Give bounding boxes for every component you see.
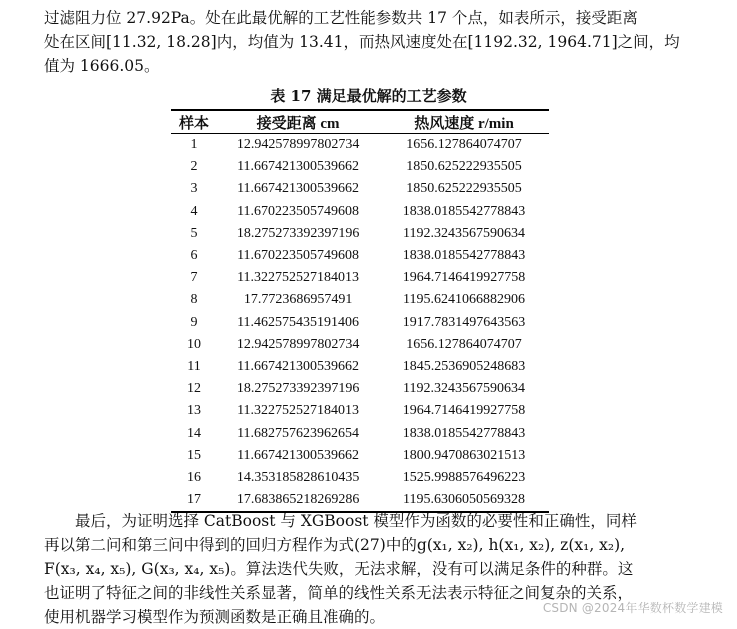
table-row	[171, 422, 549, 444]
cell-sample: 1	[190, 137, 198, 153]
cell-airspeed: 1656.127864074707	[406, 137, 522, 153]
table-row	[171, 467, 549, 489]
cell-distance: 18.275273392397196	[236, 381, 360, 397]
cell-sample: 8	[190, 292, 198, 308]
cell-airspeed: 1838.0185542778843	[402, 203, 526, 219]
cell-airspeed: 1964.7146419927758	[402, 270, 526, 286]
table-header-row	[171, 110, 549, 134]
conclusion-line: 再以第二问和第三问中得到的回归方程作为式(27)中的g(x₁, x₂), h(x₁, x₂), z(x₁, x₂),	[44, 536, 626, 554]
cell-airspeed: 1850.625222935505	[406, 159, 522, 175]
cell-sample: 10	[187, 336, 202, 352]
cell-distance: 12.942578997802734	[236, 336, 360, 352]
intro-line: 处在区间[11.32, 18.28]内，均值为 13.41，而热风速度处在[1192.32, 1964.71]之间，均	[44, 33, 680, 51]
cell-distance: 11.667421300539662	[237, 181, 360, 197]
cell-sample: 15	[187, 447, 202, 463]
cell-airspeed: 1838.0185542778843	[402, 248, 526, 264]
cell-airspeed: 1800.9470863021513	[402, 447, 526, 463]
cell-airspeed: 1917.7831497643563	[402, 314, 526, 330]
csdn-watermark: CSDN @2024年华数杯数学建模	[542, 601, 723, 615]
cell-distance: 14.353185828610435	[236, 469, 360, 485]
cell-distance: 18.275273392397196	[236, 225, 360, 241]
cell-sample: 14	[187, 425, 202, 441]
cell-distance: 17.683865218269286	[217, 489, 379, 512]
cell-airspeed: 1850.625222935505	[406, 181, 522, 197]
conclusion-line: F(x₃, x₄, x₅), G(x₃, x₄, x₅)。算法迭代失败，无法求解，没有可以满足条件的种群。这	[44, 560, 634, 578]
cell-airspeed: 1964.7146419927758	[402, 403, 526, 419]
cell-distance: 11.670223505749608	[237, 248, 360, 264]
cell-distance: 11.670223505749608	[237, 203, 360, 219]
table-caption: 表 17 满足最优解的工艺参数	[270, 87, 467, 105]
header-distance: 接受距离 cm	[217, 110, 379, 134]
intro-line: 值为 1666.05。	[44, 57, 160, 75]
table-row	[171, 400, 549, 422]
cell-airspeed: 1195.6241066882906	[403, 292, 526, 308]
table-row	[171, 156, 549, 178]
table-row	[171, 178, 549, 200]
cell-distance: 11.667421300539662	[237, 159, 360, 175]
cell-sample: 6	[190, 248, 198, 264]
cell-sample: 4	[190, 203, 198, 219]
cell-distance: 11.462575435191406	[237, 314, 360, 330]
cell-sample: 13	[187, 403, 202, 419]
cell-sample: 12	[187, 381, 202, 397]
table-row	[171, 378, 549, 400]
header-sample: 样本	[171, 110, 217, 134]
cell-sample: 9	[190, 314, 198, 330]
cell-airspeed: 1192.3243567590634	[403, 225, 526, 241]
cell-sample: 7	[190, 270, 198, 286]
table-row	[171, 289, 549, 311]
cell-sample: 16	[187, 469, 202, 485]
table-row	[171, 245, 549, 267]
conclusion-line: 也证明了特征之间的非线性关系显著，简单的线性关系无法表示特征之间复杂的关系，	[44, 584, 634, 602]
cell-airspeed: 1195.6306050569328	[379, 489, 549, 512]
table-row	[171, 445, 549, 467]
cell-distance: 11.322752527184013	[237, 403, 360, 419]
cell-distance: 11.322752527184013	[237, 270, 360, 286]
table-row	[171, 201, 549, 223]
cell-distance: 11.667421300539662	[237, 358, 360, 374]
cell-sample: 3	[190, 181, 198, 197]
cell-sample: 11	[187, 358, 201, 374]
table-row	[171, 356, 549, 378]
cell-airspeed: 1525.9988576496223	[402, 469, 526, 485]
cell-airspeed: 1838.0185542778843	[402, 425, 526, 441]
table-row	[171, 267, 549, 289]
cell-sample: 17	[171, 489, 217, 512]
parameters-table	[171, 109, 549, 513]
intro-line: 过滤阻力位 27.92Pa。处在此最优解的工艺性能参数共 17 个点，如表所示，接受距离	[44, 9, 638, 27]
conclusion-line: 使用机器学习模型作为预测函数是正确且准确的。	[44, 608, 386, 626]
cell-sample: 2	[190, 159, 198, 175]
cell-airspeed: 1845.2536905248683	[402, 358, 526, 374]
header-airspeed: 热风速度 r/min	[379, 110, 549, 134]
table-row	[171, 334, 549, 356]
intro-paragraph	[44, 6, 694, 78]
cell-distance: 11.667421300539662	[237, 447, 360, 463]
table-row	[171, 312, 549, 334]
table-row	[171, 134, 549, 157]
cell-distance: 11.682757623962654	[237, 425, 360, 441]
cell-distance: 12.942578997802734	[236, 137, 360, 153]
conclusion-line: 最后，为证明选择 CatBoost 与 XGBoost 模型作为函数的必要性和正确性，同样	[75, 512, 637, 530]
table-row	[171, 223, 549, 245]
cell-distance: 17.7723686957491	[243, 292, 353, 308]
cell-airspeed: 1192.3243567590634	[403, 381, 526, 397]
cell-airspeed: 1656.127864074707	[406, 336, 522, 352]
cell-sample: 5	[190, 225, 198, 241]
